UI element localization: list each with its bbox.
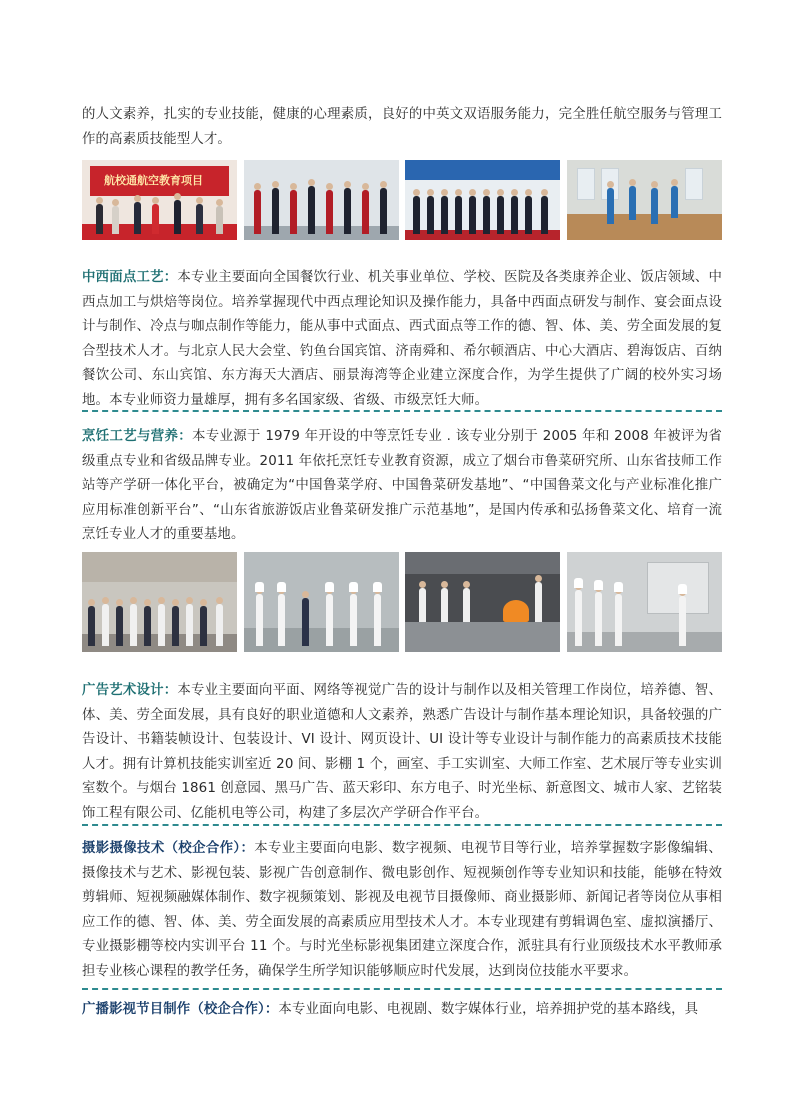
section-body-cuisine: 本专业源于 1979 年开设的中等烹饪专业 . 该专业分别于 2005 年和 2008 年被评为省级重点专业和省级品牌专业。2011 年依托烹饪专业教育资源，成立了烟台市鲁菜研究所、山东省技师工作站等产学研一体化平台，被确定为“中国鲁菜学府、中国鲁菜研发基地”、“中国鲁菜文化与产业标准化推广应用标准创新平台”、“山东省旅游饭店业鲁菜研发推广示范基地”，是国内传承和弘扬鲁菜文化、培育一流烹饪专业人才的重要基地。 [82,429,722,543]
photo-cooking-class [567,552,722,652]
intro-text: 的人文素养，扎实的专业技能，健康的心理素质，良好的中英文双语服务能力，完全胜任航空服务与管理工作的高素质技能型人才。 [82,107,722,147]
section-photography: 摄影摄像技术（校企合作）：本专业主要面向电影、数字视频、电视节目等行业，培养掌握数字影像编辑、摄像技术与艺术、影视包装、影视广告创意制作、微电影创作、短视频创作等专业知识和技能，能够在特效剪辑师、短视频融媒体制作、数字视频策划、影视及电视节目摄像师、商业摄影师、新闻记者等岗位从事相应工作的德、智、体、美、劳全面发展的高素质应用型技术人才。本专业现建有剪辑调色室、虚拟演播厅、专业摄影棚等校内实训平台 11 个。与时光坐标影视集团建立深度合作，派驻具有行业顶级技术水平教师承担专业核心课程的教学任务，确保学生所学知识能够顺应时代发展，达到岗位技能水平要求。 [82,841,722,979]
photo-banner-text: 航校通航空教育项目 [104,174,203,187]
section-divider [82,824,722,826]
section-title-advertising: 广告艺术设计 [82,683,164,698]
section-title-pastry: 中西面点工艺 [82,270,164,285]
section-broadcasting: 广播影视节目制作（校企合作）：本专业面向电影、电视剧、数字媒体行业，培养拥护党的基本路线，具 [82,1002,699,1017]
section-body-advertising: 本专业主要面向平面、网络等视觉广告的设计与制作以及相关管理工作岗位，培养德、智、体、美、劳全面发展，具有良好的职业道德和人文素养，熟悉广告设计与制作基本理论知识，具备较强的广告设计、书籍装帧设计、包装设计、VI 设计、网页设计、UI 设计等专业设计与制作能力的高素质技术技能人才。拥有计算机技能实训室近 20 间、影棚 1 个，画室、手工实训室、大师工作室、艺术展厅等专业实训室数个。与烟台 1861 创意园、黑马广告、蓝天彩印、东方电子、时光坐标、新意图文、城市人家、艺铭装饰工程有限公司、亿能机电等公司，构建了多层次产学研合作平台。 [82,683,722,821]
photo-signing-ceremony [82,160,237,240]
section-pastry: 中西面点工艺：本专业主要面向全国餐饮行业、机关事业单位、学校、医院及各类康养企业、饭店领域、中西点加工与烘焙等岗位。培养掌握现代中西点理论知识及操作能力，具备中西面点研发与制作、宴会面点设计与制作、冷点与咖点制作等能力，能从事中式面点、西式面点等工作的德、智、体、美、劳全面发展的复合型技术人才。与北京人民大会堂、钓鱼台国宾馆、济南舜和、希尔顿酒店、中心大酒店、碧海饭店、百纳餐饮公司、东山宾馆、东方海天大酒店、丽景海湾等企业建立深度合作，为学生提供了广阔的校外实习场地。本专业师资力量雄厚，拥有多名国家级、省级、市级烹饪大师。 [82,270,722,408]
photo-row-cooking [82,552,722,652]
photo-etiquette-classroom [567,160,722,240]
section-title-photography: 摄影摄像技术（校企合作） [82,841,241,856]
section-body-photography: 本专业主要面向电影、数字视频、电视节目等行业，培养掌握数字影像编辑、摄像技术与艺术、影视包装、影视广告创意制作、微电影创作、短视频创作等专业知识和技能，能够在特效剪辑师、短视频融媒体制作、数字视频策划、影视及电视节目摄像师、商业摄影师、新闻记者等岗位从事相应工作的德、智、体、美、劳全面发展的高素质应用型技术人才。本专业现建有剪辑调色室、虚拟演播厅、专业摄影棚等校内实训平台 11 个。与时光坐标影视集团建立深度合作，派驻具有行业顶级技术水平教师承担专业核心课程的教学任务，确保学生所学知识能够顺应时代发展，达到岗位技能水平要求。 [82,841,722,979]
section-title-broadcasting: 广播影视节目制作（校企合作） [82,1002,265,1017]
section-title-cuisine: 烹饪工艺与营养 [82,429,179,444]
section-cuisine: 烹饪工艺与营养：本专业源于 1979 年开设的中等烹饪专业 . 该专业分别于 2005 年和 2008 年被评为省级重点专业和省级品牌专业。2011 年依托烹饪专业教育资源，成立了烟台市鲁菜研究所、山东省技师工作站等产学研一体化平台，被确定为“中国鲁菜学府、中国鲁菜研发基地”、“中国鲁菜文化与产业标准化推广应用标准创新平台”、“山东省旅游饭店业鲁菜研发推广示范基地”，是国内传承和弘扬鲁菜文化、培育一流烹饪专业人才的重要基地。 [82,429,722,543]
photo-kitchen-flames [405,552,560,652]
section-divider [82,410,722,412]
photo-chefs-lineup [244,552,399,652]
photo-row-aviation [82,160,722,240]
intro-paragraph [82,103,722,152]
section-body-broadcasting: 本专业面向电影、电视剧、数字媒体行业，培养拥护党的基本路线，具 [278,1002,699,1017]
photo-flight-attendants [244,160,399,240]
photo-group-portrait [82,552,237,652]
photo-service-training [405,160,560,240]
section-advertising: 广告艺术设计：本专业主要面向平面、网络等视觉广告的设计与制作以及相关管理工作岗位，培养德、智、体、美、劳全面发展，具有良好的职业道德和人文素养，熟悉广告设计与制作基本理论知识，具备较强的广告设计、书籍装帧设计、包装设计、VI 设计、网页设计、UI 设计等专业设计与制作能力的高素质技术技能人才。拥有计算机技能实训室近 20 间、影棚 1 个，画室、手工实训室、大师工作室、艺术展厅等专业实训室数个。与烟台 1861 创意园、黑马广告、蓝天彩印、东方电子、时光坐标、新意图文、城市人家、艺铭装饰工程有限公司、亿能机电等公司，构建了多层次产学研合作平台。 [82,683,722,821]
section-body-pastry: 本专业主要面向全国餐饮行业、机关事业单位、学校、医院及各类康养企业、饭店领域、中西点加工与烘焙等岗位。培养掌握现代中西点理论知识及操作能力，具备中西面点研发与制作、宴会面点设计与制作、冷点与咖点制作等能力，能从事中式面点、西式面点等工作的德、智、体、美、劳全面发展的复合型技术人才。与北京人民大会堂、钓鱼台国宾馆、济南舜和、希尔顿酒店、中心大酒店、碧海饭店、百纳餐饮公司、东山宾馆、东方海天大酒店、丽景海湾等企业建立深度合作，为学生提供了广阔的校外实习场地。本专业师资力量雄厚，拥有多名国家级、省级、市级烹饪大师。 [82,270,722,408]
section-divider [82,988,722,990]
